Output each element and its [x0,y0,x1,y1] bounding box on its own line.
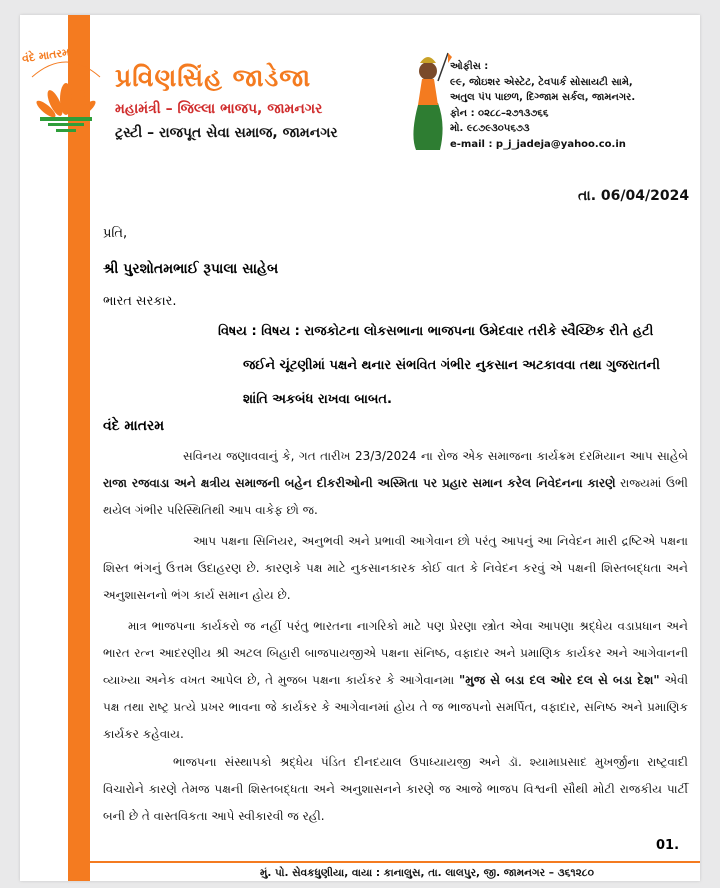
logo-slogan: વંદે માતરમ [21,45,71,66]
office-mobile: મો. ૯૮૭૯૩૦૫૬૭૩ [450,123,530,134]
body-paragraph-1 [103,443,688,524]
salutation-prati: પ્રતિ, [103,226,128,241]
body-paragraph-4: ભાજપના સંસ્થાપકો શ્રદ્ધેય પંડિત દીનદયાલ ઉપાધ્યાયજી અને ડૉ. શ્યામાપ્રસાદ મુખર્જીના રાષ્ટ્રવાદી વિચારોને કારણે તેમજ પક્ષની શિસ્તબદ્ધતા અને અનુશાસનને કારણે જ આજે ભાજપ વિશ્વની સૌથી મોટી રાજકીય પાર્ટી બની છે તે વાસ્તવિકતા આપે સ્વીકારવી જ રહી. [103,755,688,823]
subject-line: વિષય : વિષય : રાજકોટના લોકસભાના ભાજપના ઉમેદવાર તરીકે સ્વૈચ્છિક રીતે હટી [218,324,654,339]
footer-divider [90,861,700,863]
office-phone: ફોન : ૦૨૮૮–૨૭૧૩૭૬૬ [450,107,549,119]
sender-name: પ્રવિણસિંહ જાડેજા [115,63,312,92]
office-label: ઓફીસ : [450,61,489,72]
subject-line: જઈને ચૂંટણીમાં પક્ષને થનાર સંભવિત ગંભીર નુકસાન અટકાવવા તથા ગુજરાતની [243,358,660,373]
office-email: e-mail : p_j_jadeja@yahoo.co.in [450,138,626,150]
greeting: વંદે માતરમ [103,418,165,434]
body-paragraph-2: આપ પક્ષના સિનિયર, અનુભવી અને પ્રભાવી આગેવાન છો પરંતુ આપનું આ નિવેદન મારી દ્રષ્ટિએ પક્ષના શિસ્ત ભંગનું ઉત્તમ ઉદાહરણ છે. કારણકે પક્ષ માટે નુકસાનકારક કોઈ વાત કે નિવેદન કરવું એ પક્ષની શિસ્તબદ્ધતા અને અનુશાસનનો ભંગ કાર્ય સમાન હોય છે. [103,534,688,602]
paragraph-emphasis: રાજા રજવાડા અને ક્ષત્રીય સમાજની બહેન દીકરીઓની અસ્મિતા પર પ્રહાર સમાન કરેલ નિવેદનના કારણે [103,476,616,490]
sender-role-secondary: ટ્રસ્ટી – રાજપૂત સેવા સમાજ, જામનગર [115,125,338,141]
page-number: 01. [656,838,680,853]
paragraph-text: રાજ્યમાં ઉભી થયેલ ગંભીર પરિસ્થિતિથી આપ વાકેફ છો જ. [103,476,688,517]
sender-role-primary: મહામંત્રી – જિલ્લા ભાજપ, જામનગર [115,101,323,117]
subject-line: શાંતિ અકબંધ રાખવા બાબત. [243,392,392,407]
footer-address: મું. પો. સેવકધુણીયા, વાયા : કાનાલુસ, તા. લાલપુર, જી. જામનગર – ૩૬૧૨૮૦ [260,867,594,879]
addressee-organization: ભારત સરકાર. [103,294,177,309]
paragraph-text: એવી પક્ષ તથા રાષ્ટ્ર પ્રત્યે પ્રખર ભાવના જે કાર્યકર કે આગેવાનમાં હોય તે જ ભાજપનો સમર્પિત, વફાદાર, સનિષ્ઠ અને પ્રમાણિક કાર્યકર કહેવાય. [103,673,688,741]
office-address-line2: અતુલ પંપ પાછળ, દિગ્જામ સર્કલ, જામનગર. [450,92,636,103]
paragraph-text: માત્ર ભાજપના કાર્યકરો જ નહીં પરંતુ ભારતના નાગરિકો માટે પણ પ્રેરણા સ્ત્રોત એવા આપણા શ્રદ્ધેય વડાપ્રધાન અને ભારત રત્ન આદરણીય શ્રી અટલ બિહારી બાજપાયજીએ પક્ષના સંનિષ્ઠ, વફાદાર અને પ્રમાણિક કાર્યકર અને આગેવાનની વ્યાખ્યા અનેક વખત આપેલ છે, તે મુજબ પક્ષના કાર્યકર કે આગેવાનમા [103,619,688,687]
paragraph-text: સવિનય જણાવવાનું કે, ગત તારીખ 23/3/2024 ના રોજ એક સમાજના કાર્યક્રમ દરમિયાન આપ સાહેબે [183,449,688,463]
letter-date: તા. 06/04/2024 [578,188,690,204]
paragraph-quote: "મુજ સે બડા દલ ઓર દલ સે બડા દેશ" [459,673,660,687]
office-address-block [450,59,635,152]
office-address-line1: ૯૯, જોઇશર એસ્ટેટ, ટેવપાર્ક સોસાયટી સામે, [450,76,633,88]
letter-page [20,15,700,881]
bharat-mata-illustration [404,45,452,155]
addressee-name: શ્રી પુરશોતમભાઈ રૂપાલા સાહેબ [103,261,279,277]
body-paragraph-3 [103,613,688,748]
letter-subject [218,315,678,417]
